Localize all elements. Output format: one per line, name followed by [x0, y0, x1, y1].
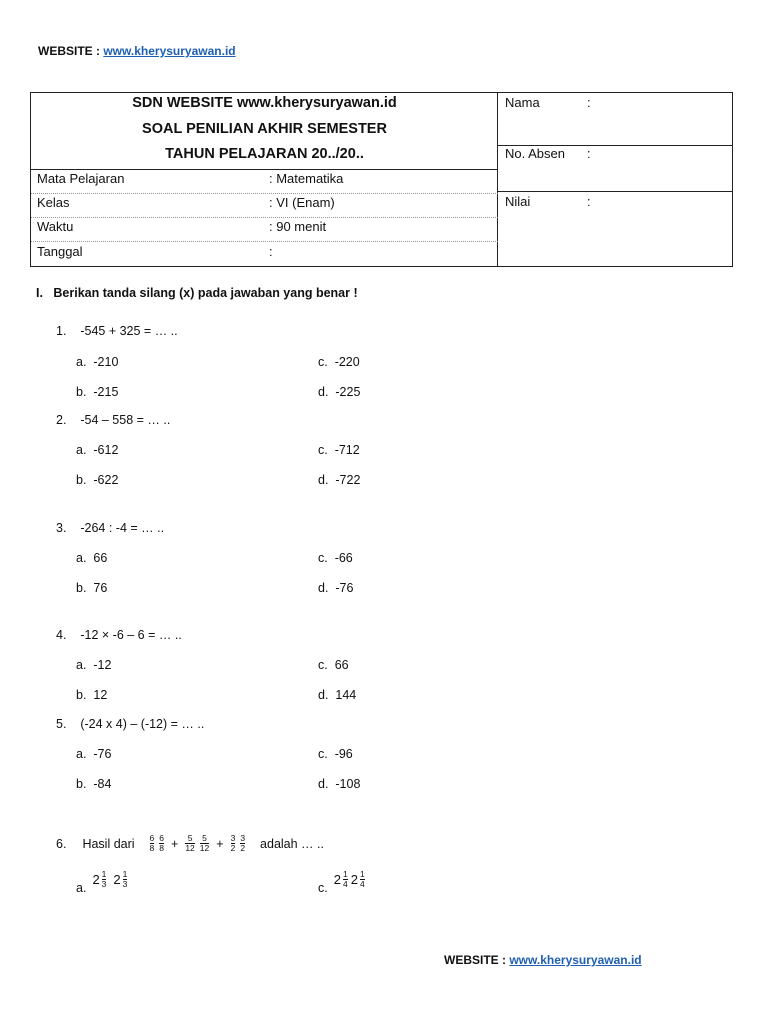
website-footer	[444, 953, 642, 967]
question-number: 4.	[56, 628, 67, 642]
question-number: 1.	[56, 324, 67, 338]
question-5	[56, 717, 204, 731]
option-value: -66	[334, 551, 353, 565]
question-number: 5.	[56, 717, 67, 731]
plus-sign: +	[171, 836, 179, 851]
fraction: $\frac{3}{2}$	[240, 833, 246, 853]
fraction: $\frac{5}{12}$	[185, 833, 195, 853]
option-value: -76	[335, 581, 354, 595]
row-label-time: Waktu	[37, 219, 74, 234]
row-label-class: Kelas	[37, 195, 70, 210]
option-d[interactable]	[318, 688, 356, 702]
option-letter: b.	[76, 688, 87, 702]
option-letter: a.	[76, 881, 87, 895]
absen-label: No. Absen	[505, 146, 565, 161]
row-value-subject: : Matematika	[269, 171, 344, 186]
option-d[interactable]	[318, 473, 360, 487]
option-c[interactable]	[318, 658, 349, 672]
website-link[interactable]: www.kherysuryawan.id	[103, 44, 236, 58]
option-letter: b.	[76, 777, 87, 791]
option-d[interactable]	[318, 385, 360, 399]
website-link[interactable]: www.kherysuryawan.id	[509, 953, 642, 967]
table-line	[31, 217, 498, 218]
exam-title: SOAL PENILIAN AKHIR SEMESTER	[142, 121, 387, 137]
option-letter: d.	[318, 581, 329, 595]
option-c[interactable]	[318, 443, 360, 457]
option-letter: a.	[76, 747, 87, 761]
option-value: 12	[93, 688, 108, 702]
option-a[interactable]	[76, 443, 118, 457]
option-a[interactable]	[76, 551, 107, 565]
option-letter: c.	[318, 881, 328, 895]
option-a[interactable]	[76, 869, 128, 895]
row-label-date: Tanggal	[37, 244, 83, 259]
option-value: -210	[93, 355, 119, 369]
option-letter: b.	[76, 473, 87, 487]
option-value: -220	[334, 355, 360, 369]
option-letter: c.	[318, 355, 328, 369]
option-letter: b.	[76, 385, 87, 399]
option-c[interactable]	[318, 355, 360, 369]
option-a[interactable]	[76, 747, 111, 761]
option-value: -12	[93, 658, 112, 672]
row-value-time: : 90 menit	[269, 219, 327, 234]
question-3	[56, 521, 164, 535]
question-text: -545 + 325 = … ..	[80, 324, 178, 338]
website-label: WEBSITE :	[38, 44, 100, 58]
absen-colon: :	[587, 146, 591, 161]
option-letter: c.	[318, 551, 328, 565]
plus-sign: +	[216, 836, 224, 851]
option-value: -225	[335, 385, 361, 399]
option-letter: c.	[318, 747, 328, 761]
score-colon: :	[587, 194, 591, 209]
question-1	[56, 324, 178, 338]
mixed-fraction: 2 $\frac{1}{3}$	[113, 869, 128, 889]
question-number: 6.	[56, 836, 67, 851]
table-line	[31, 193, 498, 194]
option-value: 144	[335, 688, 357, 702]
option-value: -96	[334, 747, 353, 761]
option-value: -622	[93, 473, 119, 487]
section-number: I.	[36, 286, 43, 300]
question-text: (-24 x 4) – (-12) = … ..	[80, 717, 205, 731]
mixed-fraction: 2 $\frac{1}{4}$	[350, 869, 365, 889]
option-a[interactable]	[76, 355, 118, 369]
option-value: -108	[335, 777, 361, 791]
option-value: -215	[93, 385, 119, 399]
question-2	[56, 413, 170, 427]
option-c[interactable]	[318, 551, 353, 565]
option-b[interactable]	[76, 473, 118, 487]
row-value-date: :	[269, 244, 273, 259]
question-text: -264 : -4 = … ..	[80, 521, 165, 535]
fraction: $\frac{6}{8}$	[149, 833, 155, 853]
option-letter: a.	[76, 355, 87, 369]
option-a[interactable]	[76, 658, 111, 672]
option-value: -722	[335, 473, 361, 487]
option-value: -84	[93, 777, 112, 791]
option-letter: a.	[76, 551, 87, 565]
score-label: Nilai	[505, 194, 531, 209]
question-number: 3.	[56, 521, 67, 535]
question-suffix: adalah … ..	[260, 836, 324, 851]
table-line	[31, 241, 498, 242]
option-value: -612	[93, 443, 119, 457]
option-c[interactable]	[318, 747, 353, 761]
option-value: 66	[334, 658, 349, 672]
question-6	[56, 834, 324, 853]
table-line	[497, 191, 732, 192]
option-b[interactable]	[76, 777, 111, 791]
option-b[interactable]	[76, 688, 107, 702]
question-4	[56, 628, 182, 642]
fraction: $\frac{6}{8}$	[159, 833, 165, 853]
website-header	[38, 44, 236, 58]
option-letter: d.	[318, 473, 329, 487]
option-letter: c.	[318, 443, 328, 457]
question-text: -12 × -6 – 6 = … ..	[80, 628, 182, 642]
row-value-class: : VI (Enam)	[269, 195, 335, 210]
option-d[interactable]	[318, 581, 353, 595]
option-letter: a.	[76, 658, 87, 672]
mixed-fraction: 2 $\frac{1}{4}$	[333, 869, 348, 889]
option-letter: d.	[318, 777, 329, 791]
name-colon: :	[587, 95, 591, 110]
table-line	[31, 169, 498, 170]
option-letter: b.	[76, 581, 87, 595]
fraction: $\frac{3}{2}$	[230, 833, 236, 853]
name-label: Nama	[505, 95, 540, 110]
mixed-fraction: 2 $\frac{1}{3}$	[92, 869, 107, 889]
option-value: 76	[93, 581, 108, 595]
option-letter: d.	[318, 385, 329, 399]
option-letter: a.	[76, 443, 87, 457]
option-c[interactable]	[318, 869, 366, 895]
option-letter: d.	[318, 688, 329, 702]
option-d[interactable]	[318, 777, 360, 791]
option-b[interactable]	[76, 581, 107, 595]
option-value: 66	[93, 551, 108, 565]
website-label: WEBSITE :	[444, 953, 506, 967]
option-value: -712	[334, 443, 360, 457]
option-b[interactable]	[76, 385, 118, 399]
identity-table	[30, 92, 733, 267]
section-instruction	[36, 286, 358, 300]
instruction-text: Berikan tanda silang (x) pada jawaban yang benar !	[53, 286, 358, 300]
option-value: -76	[93, 747, 112, 761]
question-prefix: Hasil dari	[82, 836, 135, 851]
year-title: TAHUN PELAJARAN 20../20..	[165, 146, 364, 162]
question-text: -54 – 558 = … ..	[80, 413, 171, 427]
question-number: 2.	[56, 413, 67, 427]
school-title: SDN WEBSITE www.kherysuryawan.id	[132, 95, 397, 111]
row-label-subject: Mata Pelajaran	[37, 171, 125, 186]
option-letter: c.	[318, 658, 328, 672]
fraction: $\frac{5}{12}$	[199, 833, 210, 853]
